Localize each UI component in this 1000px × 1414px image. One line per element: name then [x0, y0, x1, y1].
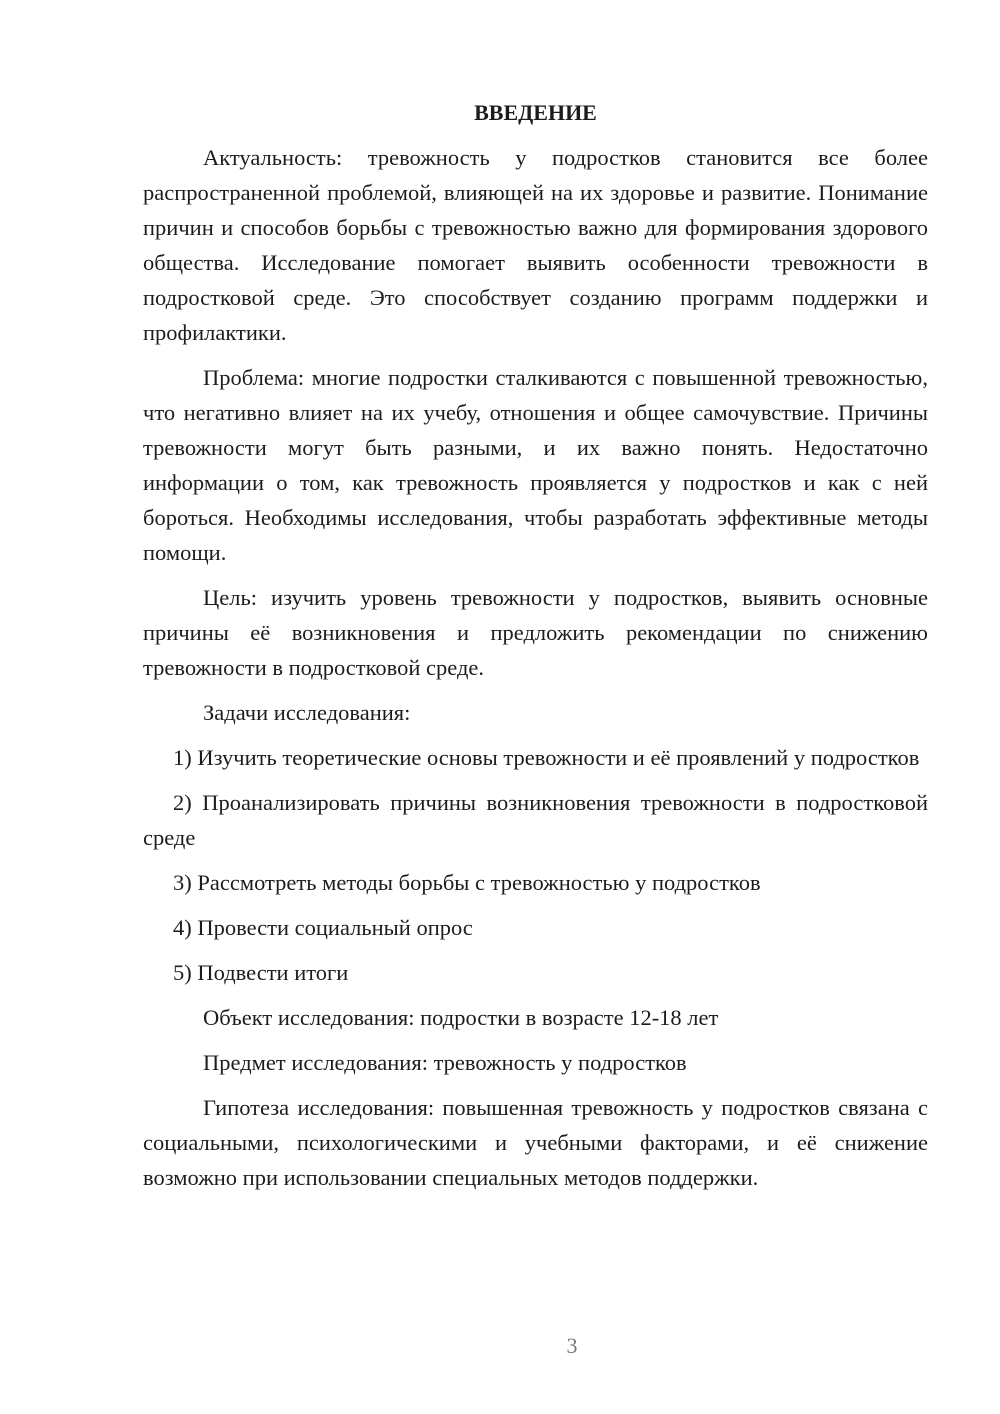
task-item-4: 4) Провести социальный опрос	[173, 915, 473, 940]
task-item-1: 1) Изучить теоретические основы тревожности и её проявлений у подростков	[173, 745, 920, 770]
subject-paragraph: Предмет исследования: тревожность у подростков	[203, 1050, 687, 1075]
relevance-paragraph: Актуальность: тревожность у подростков становится все более распространенной проблемой, влияющей на их здоровье и развитие. Понимание причин и способов борьбы с тревожностью важно для формирования здорового общества. Исследование помогает выявить особенности тревожности в подростковой среде. Это способствует созданию программ поддержки и профилактики.	[143, 145, 928, 345]
goal-paragraph: Цель: изучить уровень тревожности у подростков, выявить основные причины её возникновения и предложить рекомендации по снижению тревожности в подростковой среде.	[143, 585, 928, 680]
hypothesis-paragraph: Гипотеза исследования: повышенная тревожность у подростков связана с социальными, психологическими и учебными факторами, и её снижение возможно при использовании специальных методов поддержки.	[143, 1095, 928, 1190]
tasks-heading: Задачи исследования:	[203, 700, 411, 725]
tasks-list	[143, 740, 928, 990]
task-item-3: 3) Рассмотреть методы борьбы с тревожностью у подростков	[173, 870, 761, 895]
document-body	[143, 95, 928, 1205]
task-item-5: 5) Подвести итоги	[173, 960, 349, 985]
problem-paragraph: Проблема: многие подростки сталкиваются с повышенной тревожностью, что негативно влияет на их учебу, отношения и общее самочувствие. Причины тревожности могут быть разными, и их важно понять. Недостаточно информации о том, как тревожность проявляется у подростков и как с ней бороться. Необходимы исследования, чтобы разработать эффективные методы помощи.	[143, 365, 928, 565]
page-title: ВВЕДЕНИЕ	[474, 100, 597, 125]
page-number: 3	[566, 1333, 578, 1358]
object-paragraph: Объект исследования: подростки в возрасте 12-18 лет	[203, 1005, 719, 1030]
task-item-2: 2) Проанализировать причины возникновения тревожности в подростковой среде	[143, 790, 928, 850]
